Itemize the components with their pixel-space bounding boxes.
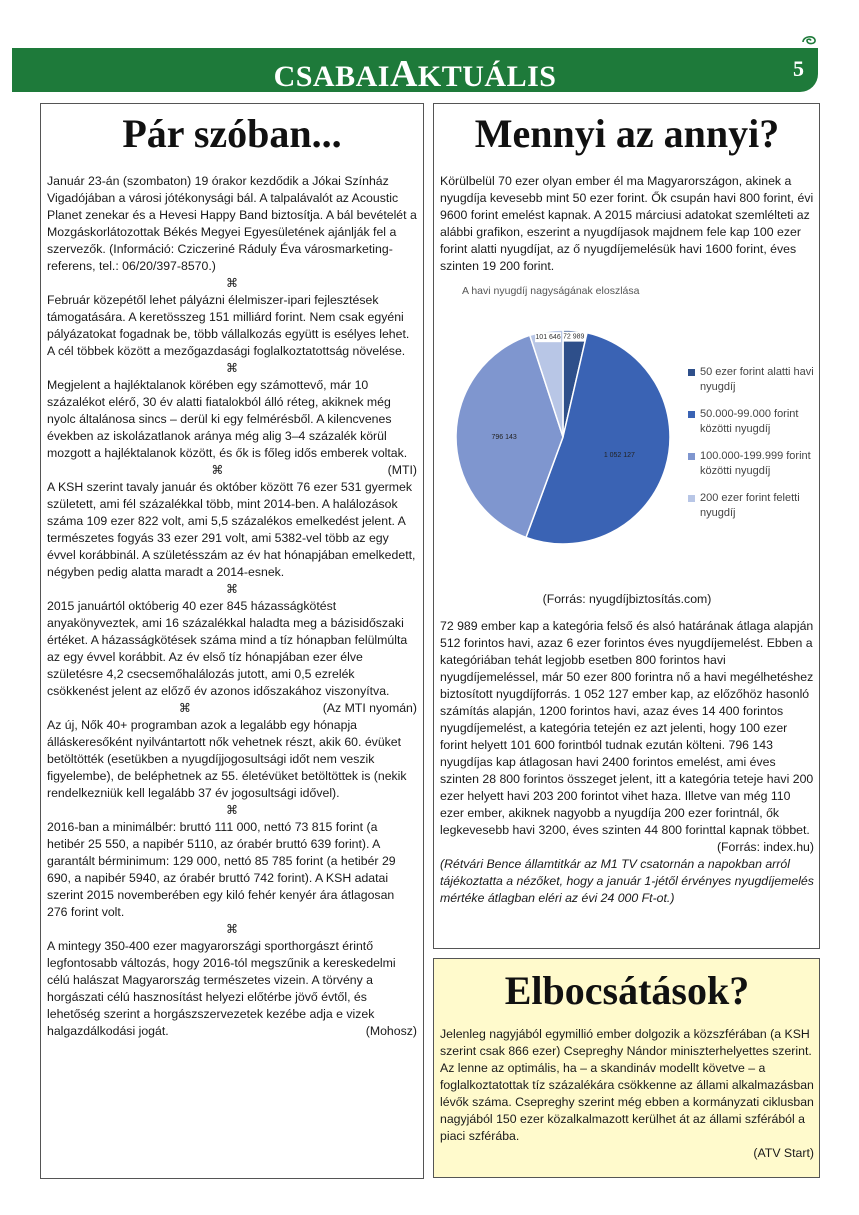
news-item [47, 292, 417, 360]
legend-item [688, 449, 818, 479]
separator-icon: ⌘ [226, 582, 238, 596]
news-item-text: 2016-ban a minimálbér: bruttó 111 000, nettó 73 815 forint (a hetibér 25 550, a napibér 5110, az órabér bruttó 639 forint). A garantált bérminimum: 129 000, nettó 85 785 forint (a hetibér 29 690, a napibér 5940, az órabér bruttó 742 forint). A KSH adatai szerint 2015 novemberében egy kiló fehér kenyér ára átlagosan 276 forint volt. [47, 820, 396, 919]
news-item-text: Megjelent a hajléktalanok körében egy számottevő, már 10 százalékot elérő, 30 év alatti fiatalokból álló réteg, akiknek még nyolc általánosa sincs – derül ki egy felmérésből. A kilencvenes években az iskolázatlanok aránya még alig 3–4 százalék körül mozgott a hajléktalanok között, és ők is főleg idős emberek voltak. [47, 378, 408, 460]
pension-source: (Forrás: index.hu) [716, 840, 814, 854]
legend-item [688, 365, 818, 395]
news-item-source: (MTI) [387, 463, 417, 477]
pie-data-label: 72 989 [563, 333, 585, 341]
news-item [47, 938, 417, 1040]
pension-intro: Körülbelül 70 ezer olyan ember él ma Magyarországon, akinek a nyugdíja kevesebb mint 50 ezer forint. Ők csupán havi 800 forint, évi 9600 forint emelést kapnak. A 2015 márciusi adatokat szemlélteti az alábbi grafikon, eszerint a nyugdíjasok majdnem fele kap 100 ezer forint alatti nyugdíjat, az ő nyugdíjemelésük havi 1600 forint, éves szinten 19 200 forint. [440, 174, 814, 273]
layoffs-box [433, 958, 820, 1178]
legend-swatch [688, 495, 695, 502]
pension-pie-chart [440, 285, 814, 585]
header-bar [12, 48, 818, 95]
pension-note: (Rétvári Bence államtitkár az M1 TV csatornán a napokban arról tájékoztatta a nézőket, hogy a január 1-jétől érvényes nyugdíjemelés mértéke átlagban eléri az évi 24 000 Ft-ot.) [440, 857, 814, 905]
news-list [47, 173, 417, 1040]
section-title-layoffs: Elbocsátások? [504, 968, 750, 1013]
section-title-pension: Mennyi az annyi? [474, 111, 780, 156]
chart-legend [688, 365, 818, 533]
brief-news-box [40, 103, 424, 1179]
news-item-source: (Mohosz) [365, 1024, 417, 1038]
separator-icon: ⌘ [226, 803, 238, 817]
legend-label: 200 ezer forint feletti nyugdíj [700, 492, 800, 519]
news-item [47, 377, 417, 477]
chart-source: (Forrás: nyugdíjbiztosítás.com) [542, 592, 712, 606]
separator-icon: ⌘ [178, 701, 191, 715]
legend-item [688, 407, 818, 437]
pension-body: 72 989 ember kap a kategória felső és alsó határának átlaga alapján 512 forintos havi, azaz 6 ezer forintos éves nyugdíjemelést. Ebben a kategóriában tehát legjobb esetben 800 forintos havi nyugdíjemeléssel, már 50 ezer 800 forintra nő a havi megélhetéshez biztosított nyugdíjforrás. 1 052 127 ember kap, az előzőhöz hasonló számítás alapján, 1200 forintos havi, azaz éves 14 400 forintos nyugdíjemelést, a kategória tetején ez azt jelenti, hogy 100 ezer forint helyett 101 600 forintból tudnak ezután költeni. 796 143 nyugdíjas kap átlagosan havi 2400 forintos emelést, ami éves szinten 28 800 forintos összeget jelent, itt a kategória teteje havi 200 ezer helyett havi 203 200 forintot vihet haza. Illetve van még 110 ezer ember, akiknek nagyobb a nyugdíja 200 ezer forintnál, ők legkevesebb havi 3200, éves szinten 44 800 forinttal kapnak többet. [440, 619, 814, 837]
pie-data-label: 796 143 [491, 433, 517, 441]
section-title-brief: Pár szóban... [122, 111, 342, 156]
chart-title: A havi nyugdíj nagyságának eloszlása [462, 285, 640, 297]
news-item [47, 819, 417, 921]
pie-data-label: 101 646 [535, 334, 561, 342]
page-number: 5 [793, 56, 804, 81]
legend-swatch [688, 369, 695, 376]
news-item-text: Az új, Nők 40+ programban azok a legalább egy hónapja álláskeresőként nyilvántartott nők vehetnek részt, akik 60. évüket betöltötték (esetükben a nyugdíjjogosultsági időt nem veszik figyelembe), de beléphetnek az 55. életévüket betöltöttek is (nekik rendelkezniük kell legalább 37 év jogosultsági idővel). [47, 718, 407, 800]
layoffs-source: (ATV Start) [753, 1146, 814, 1160]
news-item-text: A KSH szerint tavaly január és október között 76 ezer 531 gyermek született, ami fél százalékkal több, mint 2014-ben. A halálozások száma 109 ezer 822 volt, ami 5,5 százalékos emelkedést jelent. A természetes fogyás 33 ezer 291 volt, ami 5382-vel több az egy évvel korábbinál. A születésszám az év hat hónapjában emelkedett, négyben pedig alatta maradt a 2014-esnek. [47, 480, 416, 579]
layoffs-text: Jelenleg nagyjából egymillió ember dolgozik a közszférában (a KSH szerint csak 866 ezer) Csepreghy Nándor miniszterhelyettes szerint. Az lenne az optimális, ha – a skandináv modellt követve – a foglalkoztatottak tíz százalékára csökkenne az állami alkalmazásban lévők száma. Csepreghy szerint még ebben a kormányzati ciklusban nagyjából 150 ezer közalkalmazott kerülhet át az állami szférából a piaci szférába. [440, 1027, 814, 1143]
separator-icon: ⌘ [226, 276, 238, 290]
legend-item [688, 491, 818, 521]
pension-article-box [433, 103, 820, 949]
swirl-logo-icon [800, 32, 818, 50]
legend-swatch [688, 453, 695, 460]
news-item-text: 2015 januártól októberig 40 ezer 845 házasságkötést anyakönyveztek, ami 16 százalékkal haladta meg a bázisidőszaki értéket. A házasságkötések száma mind a tíz hónapban felülmúlta az egy évvel korábbit. Az év első tíz hónapjában ezer élve születésre 4,2 csecsemőhalálozás jutott, ami 0,5 ezrelék csökkenést jelent az előző év azonos időszakához viszonyítva. [47, 599, 408, 698]
separator-icon: ⌘ [226, 922, 238, 936]
pie-data-label: 1 052 127 [603, 451, 635, 459]
legend-label: 100.000-199.999 forint közötti nyugdíj [700, 450, 811, 477]
news-item-source: (Az MTI nyomán) [322, 701, 417, 715]
news-item-text: A mintegy 350-400 ezer magyarországi sporthorgászt érintő legfontosabb változás, hogy 2016-tól megszűnik a kereskedelmi célú halászat Magyarország természetes vizein. A törvény a horgászati célú hasznosítást helyezi előtérbe jövő évtől, és lehetőség szerint a horgászszervezetek kezébe adja e vizek halgazdálkodási jogát. [47, 939, 396, 1038]
news-item [47, 479, 417, 581]
news-item [47, 173, 417, 275]
legend-label: 50.000-99.000 forint közötti nyugdíj [700, 408, 799, 435]
masthead-title: CSABAIAKTUÁLIS [273, 53, 557, 95]
news-item [47, 717, 417, 802]
legend-swatch [688, 411, 695, 418]
separator-icon: ⌘ [211, 463, 224, 477]
news-item-text: Február közepétől lehet pályázni élelmiszer-ipari fejlesztések támogatására. A keretösszeg 151 milliárd forint. Nem csak egyéni pályázatokat fogadnak be, több vállalkozás együtt is esélyes lehet. A cél többek között a mezőgazdasági foglalkoztatottság növelése. [47, 293, 410, 358]
news-item-text: Január 23-án (szombaton) 19 órakor kezdődik a Jókai Színház Vigadójában a városi jótékonysági bál. A talpalávalót az Acoustic Planet zenekar és a Hevesi Happy Band biztosítja. A bál bevételét a Mozgáskorlátozottak Békés Megyei Egyesületének ajánlják fel a szervezők. (Információ: Cziczeriné Ráduly Éva városmarketing-referens, tel.: 06/20/397-8570.) [47, 174, 417, 273]
legend-label: 50 ezer forint alatti havi nyugdíj [700, 366, 814, 393]
news-item [47, 598, 417, 715]
separator-icon: ⌘ [226, 361, 238, 375]
